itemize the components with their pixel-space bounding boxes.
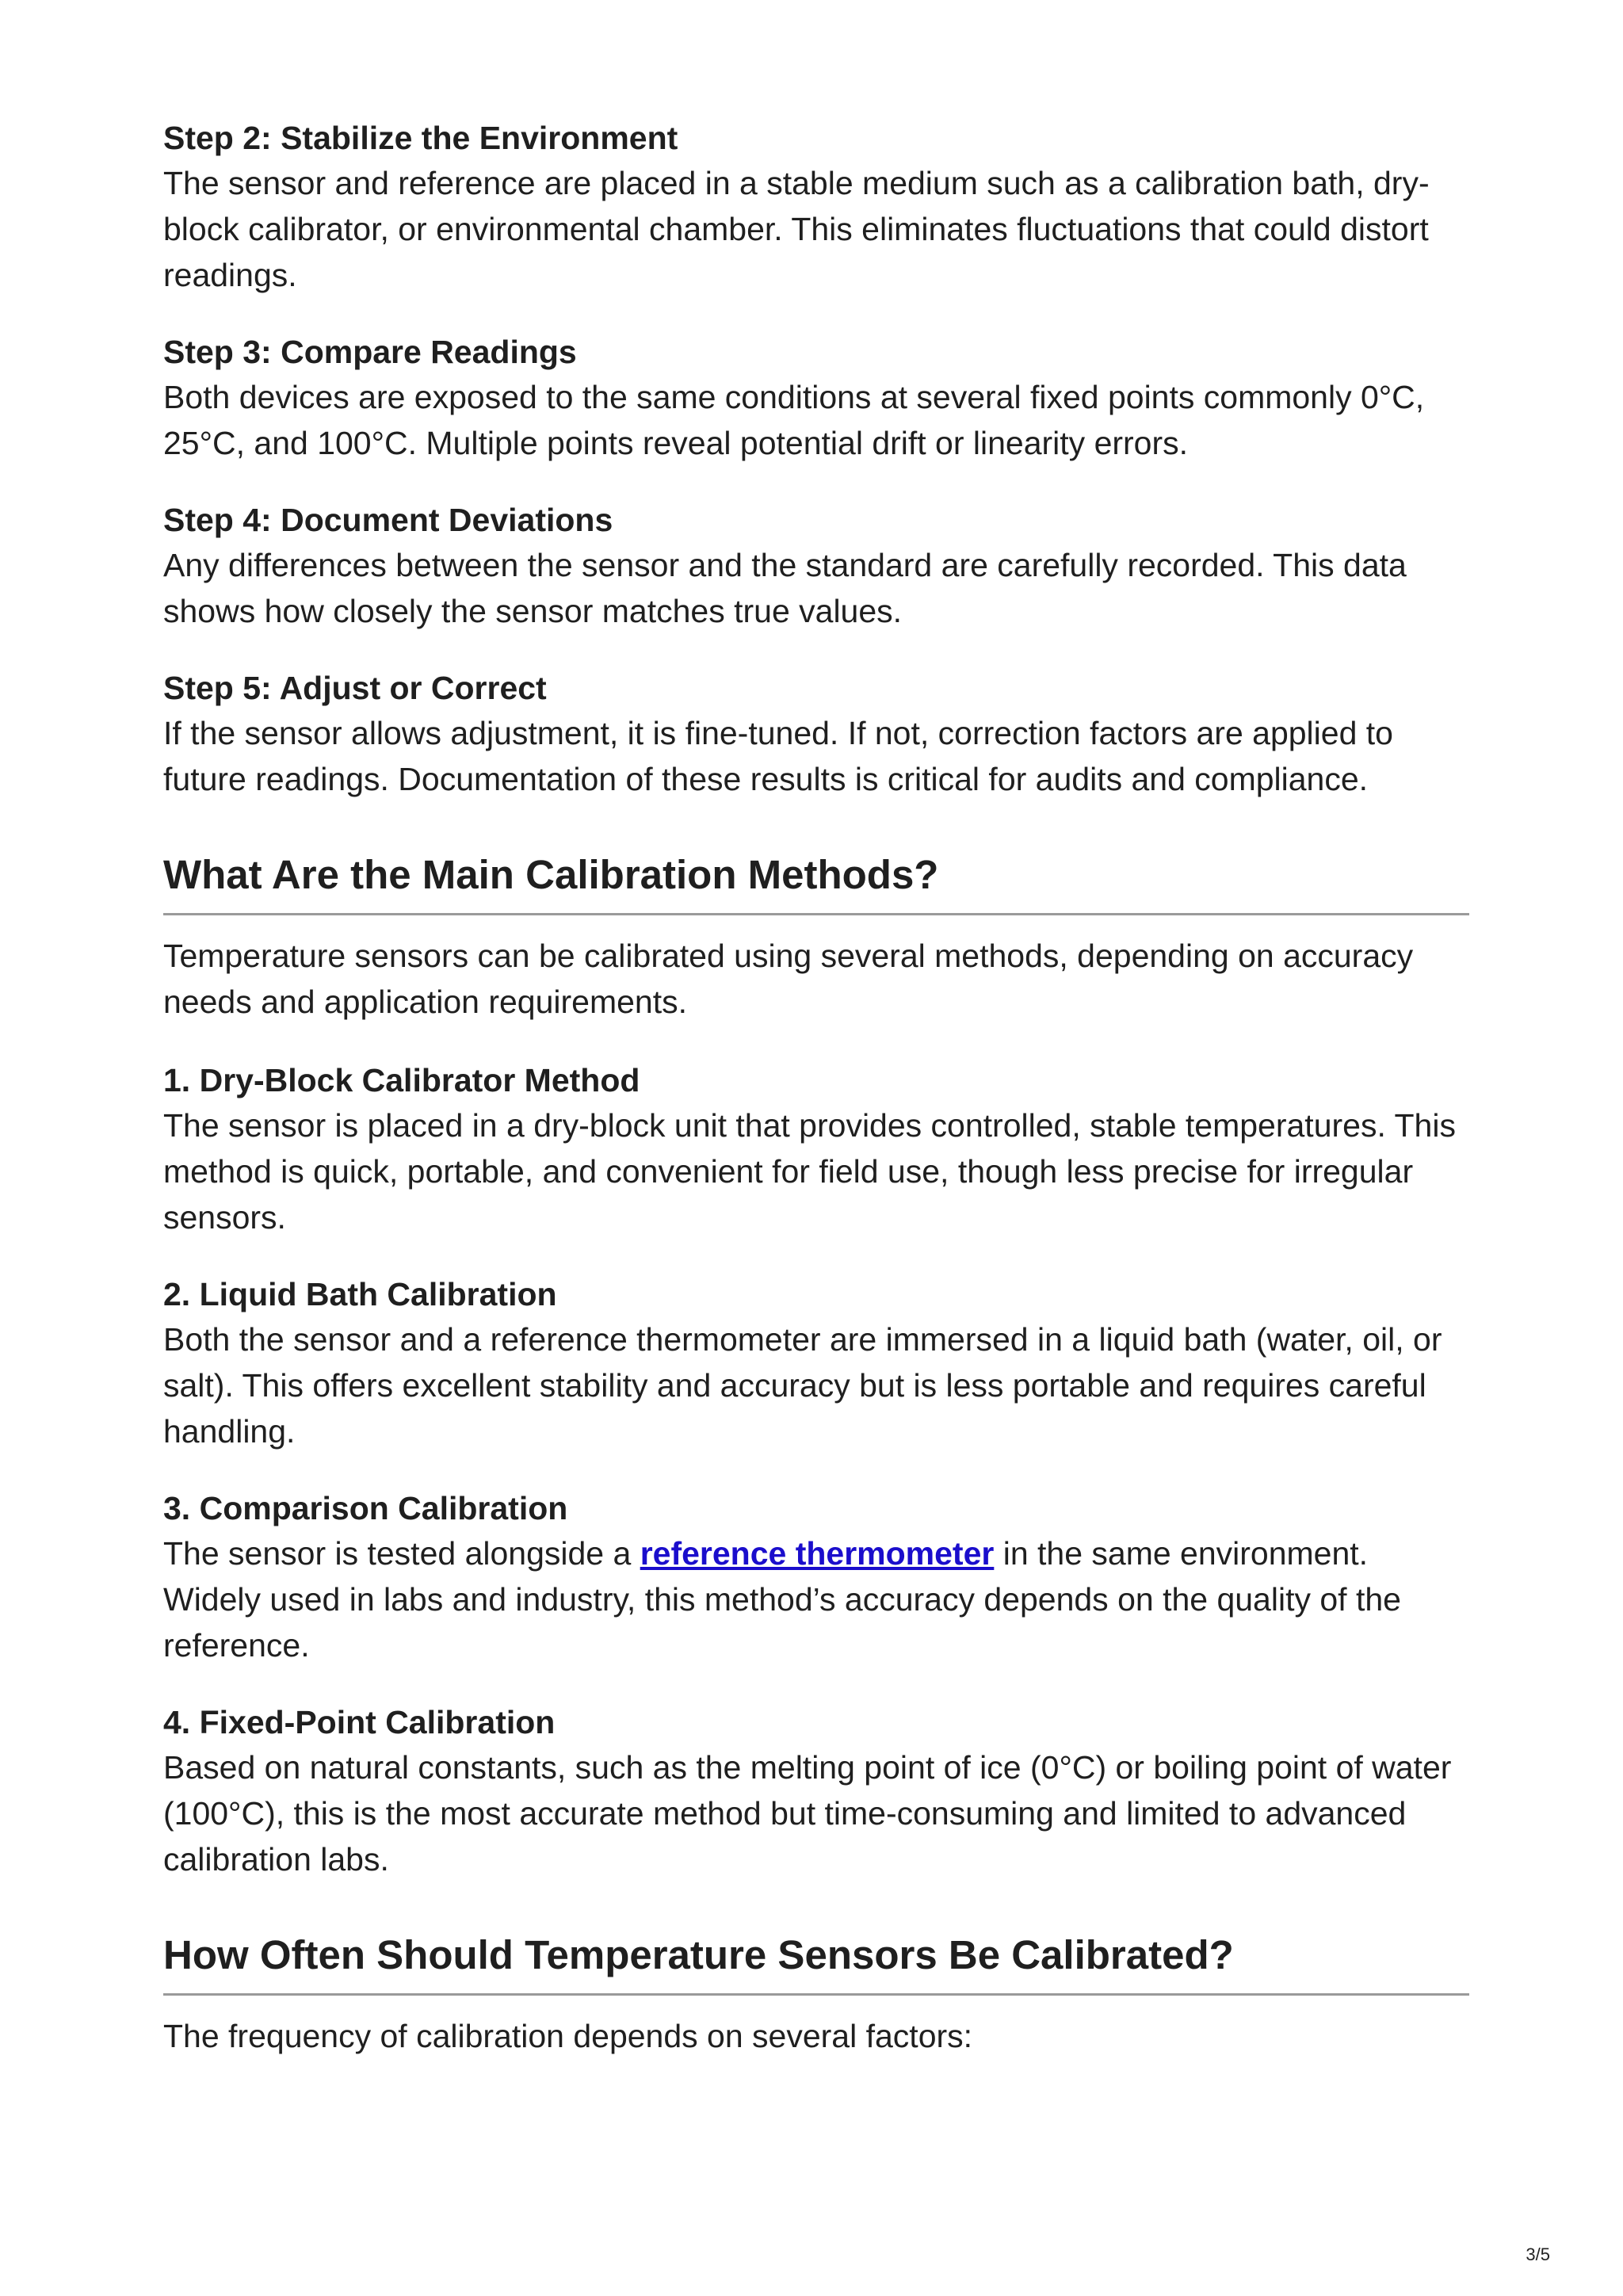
step-text: Both devices are exposed to the same conditions at several fixed points commonly 0°C, 25°C, and 100°C. Multiple points reveal potential drift or linearity errors. (163, 379, 1425, 461)
method-title: 3. Comparison Calibration (163, 1490, 568, 1526)
step-title: Step 3: Compare Readings (163, 334, 577, 370)
step-text: If the sensor allows adjustment, it is fine-tuned. If not, correction factors are applied to future readings. Documentation of these results is critical for audits and compliance. (163, 715, 1393, 797)
step-2 (163, 116, 1469, 298)
page-number: 3/5 (1526, 2244, 1550, 2264)
method-title: 1. Dry-Block Calibrator Method (163, 1062, 640, 1098)
step-4 (163, 498, 1469, 634)
step-text: Any differences between the sensor and the standard are carefully recorded. This data shows how closely the sensor matches true values. (163, 547, 1407, 629)
method-title: 4. Fixed-Point Calibration (163, 1704, 556, 1740)
document-body (163, 116, 1469, 2059)
step-title: Step 2: Stabilize the Environment (163, 120, 678, 156)
method-text-before: The sensor is tested alongside a (163, 1535, 640, 1572)
step-5 (163, 666, 1469, 802)
method-comparison (163, 1486, 1469, 1668)
methods-intro: Temperature sensors can be calibrated using several methods, depending on accuracy needs and application requirements. (163, 938, 1414, 1020)
method-text: Based on natural constants, such as the melting point of ice (0°C) or boiling point of water (100°C), this is the most accurate method but time-consuming and limited to advanced calibration labs. (163, 1749, 1452, 1878)
methods-heading: What Are the Main Calibration Methods? (163, 848, 1469, 915)
reference-thermometer-link[interactable]: reference thermometer (640, 1535, 995, 1572)
method-text: Both the sensor and a reference thermometer are immersed in a liquid bath (water, oil, or salt). This offers excellent stability and accuracy but is less portable and requires careful handling. (163, 1321, 1442, 1450)
frequency-intro: The frequency of calibration depends on several factors: (163, 2018, 973, 2054)
step-title: Step 4: Document Deviations (163, 502, 613, 538)
frequency-heading: How Often Should Temperature Sensors Be Calibrated? (163, 1928, 1469, 1996)
step-title: Step 5: Adjust or Correct (163, 670, 547, 706)
method-fixed-point (163, 1700, 1469, 1882)
method-text-after: in the same environment. Widely used in labs and industry, this method’s accuracy depends on the quality of the reference. (163, 1535, 1401, 1664)
method-text (163, 1530, 1469, 1668)
method-dry-block (163, 1058, 1469, 1240)
method-liquid-bath (163, 1272, 1469, 1454)
method-title: 2. Liquid Bath Calibration (163, 1276, 557, 1312)
step-text: The sensor and reference are placed in a stable medium such as a calibration bath, dry-block calibrator, or environmental chamber. This eliminates fluctuations that could distort readings. (163, 165, 1430, 293)
method-text: The sensor is placed in a dry-block unit that provides controlled, stable temperatures. This method is quick, portable, and convenient for field use, though less precise for irregular sensors. (163, 1107, 1456, 1236)
step-3 (163, 330, 1469, 466)
